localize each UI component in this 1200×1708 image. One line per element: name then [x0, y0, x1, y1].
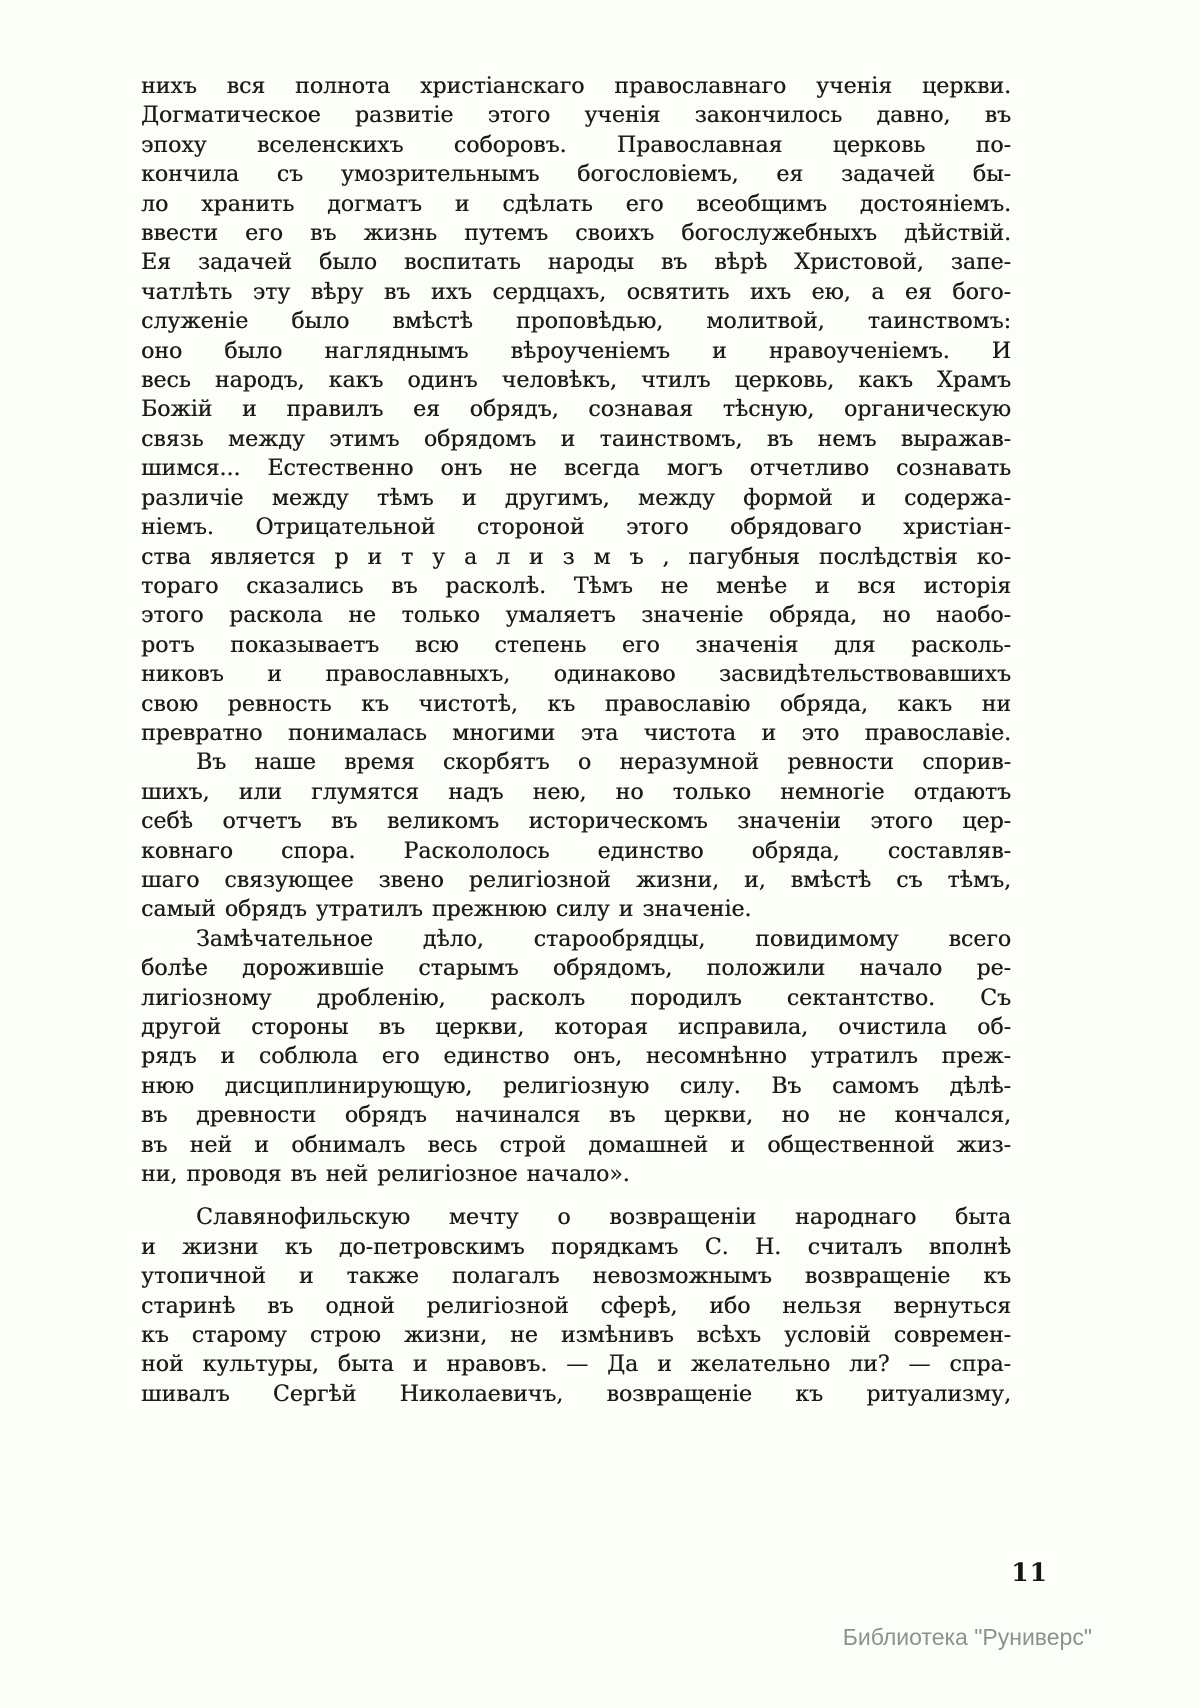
page-number: 11: [1011, 1558, 1048, 1587]
text-line: кончила съ умозрительнымъ богословіемъ, ея задачей бы-: [141, 162, 1011, 188]
text-line: утопичной и также полагалъ невозможнымъ возвращеніе къ: [141, 1264, 1011, 1290]
text-line: ковнаго спора. Раскололось единство обряда, составляв-: [141, 838, 1011, 864]
text-line: Божій и правилъ ея обрядъ, сознавая тѣсную, органическую: [141, 397, 1011, 423]
text-line: ротъ показываетъ всю степень его значенія для расколь-: [141, 632, 1011, 658]
text-line: превратно понималась многими эта чистота и это православіе.: [141, 720, 1011, 746]
text-line: въ ней и обнималъ весь строй домашней и общественной жиз-: [141, 1132, 1011, 1158]
text-line: въ древности обрядъ начинался въ церкви, но не кончался,: [141, 1103, 1011, 1129]
text-line: себѣ отчетъ въ великомъ историческомъ значеніи этого цер-: [141, 809, 1011, 835]
text-line: различіе между тѣмъ и другимъ, между формой и содержа-: [141, 485, 1011, 511]
text-line: ввести его въ жизнь путемъ своихъ богослужебныхъ дѣйствій.: [141, 221, 1011, 247]
text-line: служеніе было вмѣстѣ проповѣдью, молитвой, таинствомъ:: [141, 309, 1011, 335]
text-line: старинѣ въ одной религіозной сферѣ, ибо нельзя вернуться: [141, 1293, 1011, 1319]
text-line: Славянофильскую мечту о возвращеніи народнаго быта: [196, 1205, 1011, 1231]
paragraph-2: [141, 748, 1011, 924]
text-block: [141, 72, 1011, 1409]
text-line: и жизни къ до-петровскимъ порядкамъ С. Н. считалъ вполнѣ: [141, 1234, 1011, 1260]
text-line: къ старому строю жизни, не измѣнивъ всѣхъ условій современ-: [141, 1323, 1011, 1349]
text-line: лигіозному дробленію, расколъ породилъ сектантство. Съ: [141, 985, 1011, 1011]
text-line: болѣе дорожившіе старымъ обрядомъ, положили начало ре-: [141, 956, 1011, 982]
text-line: никовъ и православныхъ, одинаково засвидѣтельствовавшихъ: [141, 662, 1011, 688]
text-line: свою ревность къ чистотѣ, къ православію обряда, какъ ни: [141, 691, 1011, 717]
text-line: Замѣчательное дѣло, старообрядцы, повидимому всего: [196, 926, 1011, 952]
paragraph-3: [141, 925, 1011, 1190]
text-line: связь между этимъ обрядомъ и таинствомъ, въ немъ выражав-: [141, 426, 1011, 452]
text-line: шивалъ Сергѣй Николаевичъ, возвращеніе къ ритуализму,: [141, 1381, 1011, 1407]
text-line: самый обрядъ утратилъ прежнюю силу и значеніе.: [141, 897, 752, 923]
text-line: Ея задачей было воспитать народы въ вѣрѣ Христовой, запе-: [141, 250, 1011, 276]
text-line: ни, проводя въ ней религіозное начало».: [141, 1162, 630, 1188]
text-line: этого раскола не только умаляетъ значеніе обряда, но наобо-: [141, 603, 1011, 629]
text-line: шаго связующее звено религіозной жизни, и, вмѣстѣ съ тѣмъ,: [141, 867, 1011, 893]
text-line: ства является р и т у а л и з м ъ , пагубныя послѣдствія ко-: [141, 544, 1011, 570]
text-line: Догматическое развитіе этого ученія закончилось давно, въ: [141, 103, 1011, 129]
text-line: эпоху вселенскихъ соборовъ. Православная церковь по-: [141, 132, 1011, 158]
text-line: Въ наше время скорбятъ о неразумной ревности спорив-: [196, 750, 1011, 776]
text-line: другой стороны въ церкви, которая исправила, очистила об-: [141, 1015, 1011, 1040]
text-line: тораго сказались въ расколѣ. Тѣмъ не менѣе и вся исторія: [141, 573, 1011, 599]
text-line: чатлѣть эту вѣру въ ихъ сердцахъ, освятить ихъ ею, а ея бого-: [141, 279, 1011, 305]
text-line: шимся... Естественно онъ не всегда могъ отчетливо сознавать: [141, 456, 1011, 482]
text-line: рядъ и соблюла его единство онъ, несомнѣнно утратилъ преж-: [141, 1044, 1011, 1070]
text-line: ной культуры, быта и нравовъ. — Да и желательно ли? — спра-: [141, 1352, 1011, 1378]
paragraph-1: [141, 72, 1011, 748]
text-line: шихъ, или глумятся надъ нею, но только немногіе отдаютъ: [141, 779, 1011, 805]
text-line: нюю дисциплинирующую, религіозную силу. Въ самомъ дѣлѣ-: [141, 1073, 1011, 1099]
paragraph-4: [141, 1203, 1011, 1409]
text-line: ло хранить догматъ и сдѣлать его всеобщимъ достояніемъ.: [141, 191, 1011, 217]
library-watermark: Библиотека "Руниверс": [842, 1624, 1092, 1650]
text-line: нихъ вся полнота христіанскаго православнаго ученія церкви.: [141, 74, 1011, 99]
text-line: оно было нагляднымъ вѣроученіемъ и нравоученіемъ. И: [141, 338, 1011, 364]
text-line: ніемъ. Отрицательной стороной этого обрядоваго христіан-: [141, 515, 1011, 541]
text-line: весь народъ, какъ одинъ человѣкъ, чтилъ церковь, какъ Храмъ: [141, 368, 1011, 394]
